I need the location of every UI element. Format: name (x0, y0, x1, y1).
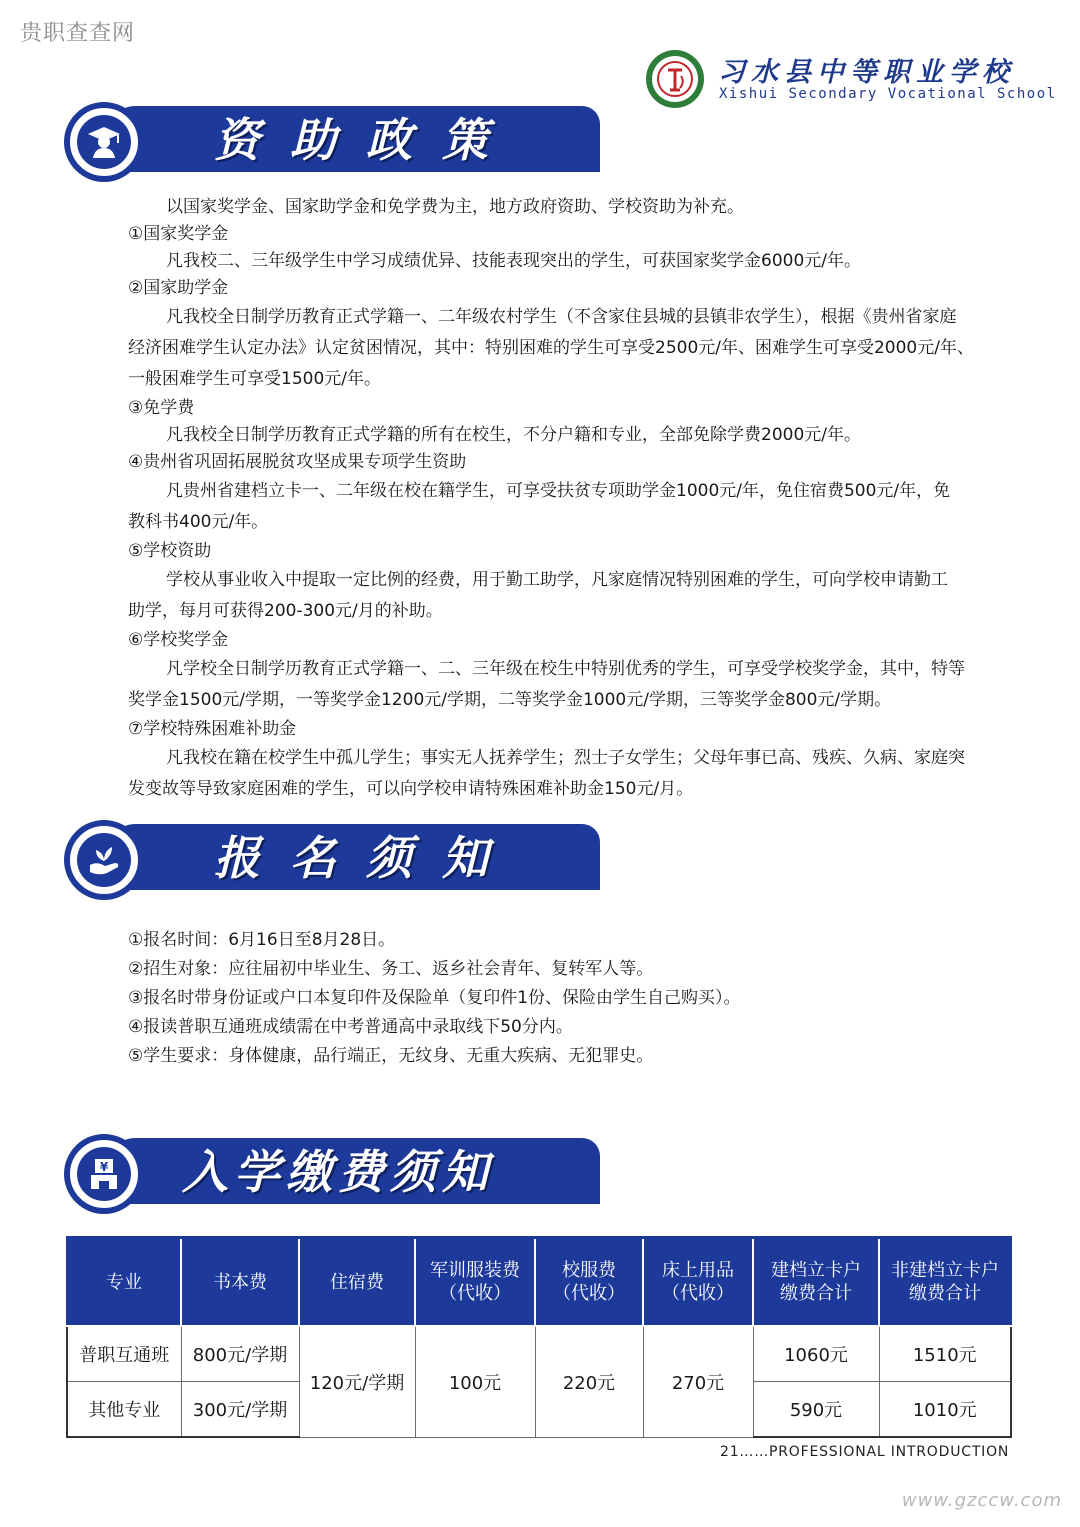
text-line: ③报名时带身份证或户口本复印件及保险单（复印件1份、保险由学生自己购买）。 (128, 988, 741, 1008)
section-title: 报名须知 (214, 831, 518, 885)
graduate-icon (85, 123, 123, 161)
text-line: 经济困难学生认定办法》认定贫困情况，其中：特别困难的学生可享受2500元/年、困难学生可享受2000元/年、 (128, 338, 974, 358)
cell-total-other: 1010元 (879, 1382, 1011, 1438)
table-header: 建档立卡户 缴费合计 (753, 1238, 879, 1327)
cell-total-poor: 590元 (753, 1382, 879, 1438)
text-line: 一般困难学生可享受1500元/年。 (128, 369, 381, 389)
section-banner-subsidy (64, 102, 600, 182)
text-line: 凡学校全日制学历教育正式学籍一、二、三年级在校生中特别优秀的学生，可享受学校奖学金，其中，特等 (166, 659, 965, 679)
cell-books: 300元/学期 (181, 1382, 299, 1438)
text-line: ⑦学校特殊困难补助金 (128, 719, 297, 739)
text-line: ②招生对象：应往届初中毕业生、务工、返乡社会青年、复转军人等。 (128, 959, 654, 979)
text-line: 凡我校全日制学历教育正式学籍的所有在校生，不分户籍和专业，全部免除学费2000元/年。 (166, 425, 861, 445)
cell-bedding: 270元 (643, 1326, 753, 1437)
table-header: 书本费 (181, 1238, 299, 1327)
text-line: ③免学费 (128, 398, 195, 418)
table-header: 床上用品 （代收） (643, 1238, 753, 1327)
table-row (67, 1326, 1011, 1382)
text-line: 凡贵州省建档立卡一、二年级在校在籍学生，可享受扶贫专项助学金1000元/年，免住宿费500元/年，免 (166, 481, 951, 501)
watermark-top: 贵职查查网 (20, 21, 136, 46)
cell-major: 普职互通班 (67, 1326, 181, 1382)
cell-school-uniform: 220元 (535, 1326, 643, 1437)
cell-total-poor: 1060元 (753, 1326, 879, 1382)
fee-table (66, 1236, 1012, 1438)
text-line: 教科书400元/年。 (128, 512, 269, 532)
section-title: 资助政策 (214, 113, 518, 167)
text-line: 发变故等导致家庭困难的学生，可以向学校申请特殊困难补助金150元/月。 (128, 779, 694, 799)
table-header: 军训服装费 （代收） (415, 1238, 535, 1327)
section-banner-fees (64, 1134, 600, 1214)
school-name-en: Xishui Secondary Vocational School (719, 86, 1057, 102)
registration-notes (128, 926, 741, 1071)
table-header: 住宿费 (299, 1238, 415, 1327)
watermark-bottom: www.gzccw.com (901, 1490, 1062, 1511)
svg-text:¥: ¥ (99, 1160, 109, 1174)
text-line: 凡我校全日制学历教育正式学籍一、二年级农村学生（不含家住县城的县镇非农学生），根据《贵州省家庭 (166, 307, 957, 327)
cell-dorm: 120元/学期 (299, 1326, 415, 1437)
cell-books: 800元/学期 (181, 1326, 299, 1382)
text-line: ⑥学校奖学金 (128, 630, 229, 650)
text-line: 助学，每月可获得200-300元/月的补助。 (128, 601, 443, 621)
text-line: ④报读普职互通班成绩需在中考普通高中录取线下50分内。 (128, 1017, 573, 1037)
table-header: 校服费 （代收） (535, 1238, 643, 1327)
cell-total-other: 1510元 (879, 1326, 1011, 1382)
text-line: ②国家助学金 (128, 278, 229, 298)
cell-military-uniform: 100元 (415, 1326, 535, 1437)
section-banner-registration (64, 820, 600, 900)
page-footer: 21……PROFESSIONAL INTRODUCTION (720, 1444, 1010, 1460)
text-line: 以国家奖学金、国家助学金和免学费为主，地方政府资助、学校资助为补充。 (166, 197, 744, 217)
school-emblem-icon (644, 48, 706, 110)
text-line: 凡我校二、三年级学生中学习成绩优异、技能表现突出的学生，可获国家奖学金6000元/年。 (166, 251, 861, 271)
section-title: 入学缴费须知 (182, 1145, 494, 1199)
text-line: ⑤学校资助 (128, 541, 212, 561)
text-line: 奖学金1500元/学期，一等奖学金1200元/学期，二等奖学金1000元/学期，三等奖学金800元/学期。 (128, 690, 892, 710)
text-line: 学校从事业收入中提取一定比例的经费，用于勤工助学，凡家庭情况特别困难的学生，可向学校申请勤工 (166, 570, 948, 590)
school-name: 习水县中等职业学校 (718, 57, 1015, 88)
text-line: ①国家奖学金 (128, 224, 229, 244)
subsidy-policy-text (128, 194, 974, 805)
table-header: 非建档立卡户 缴费合计 (879, 1238, 1011, 1327)
cell-major: 其他专业 (67, 1382, 181, 1438)
text-line: ④贵州省巩固拓展脱贫攻坚成果专项学生资助 (128, 452, 467, 472)
text-line: ⑤学生要求：身体健康，品行端正，无纹身、无重大疾病、无犯罪史。 (128, 1046, 654, 1066)
text-line: 凡我校在籍在校学生中孤儿学生；事实无人抚养学生；烈士子女学生；父母年事已高、残疾、久病、家庭突 (166, 748, 965, 768)
text-line: ①报名时间：6月16日至8月28日。 (128, 930, 396, 950)
table-header: 专业 (67, 1238, 181, 1327)
table-header-row (67, 1238, 1011, 1327)
yen-hand-icon (85, 1155, 123, 1193)
hand-sprout-icon (85, 841, 123, 879)
